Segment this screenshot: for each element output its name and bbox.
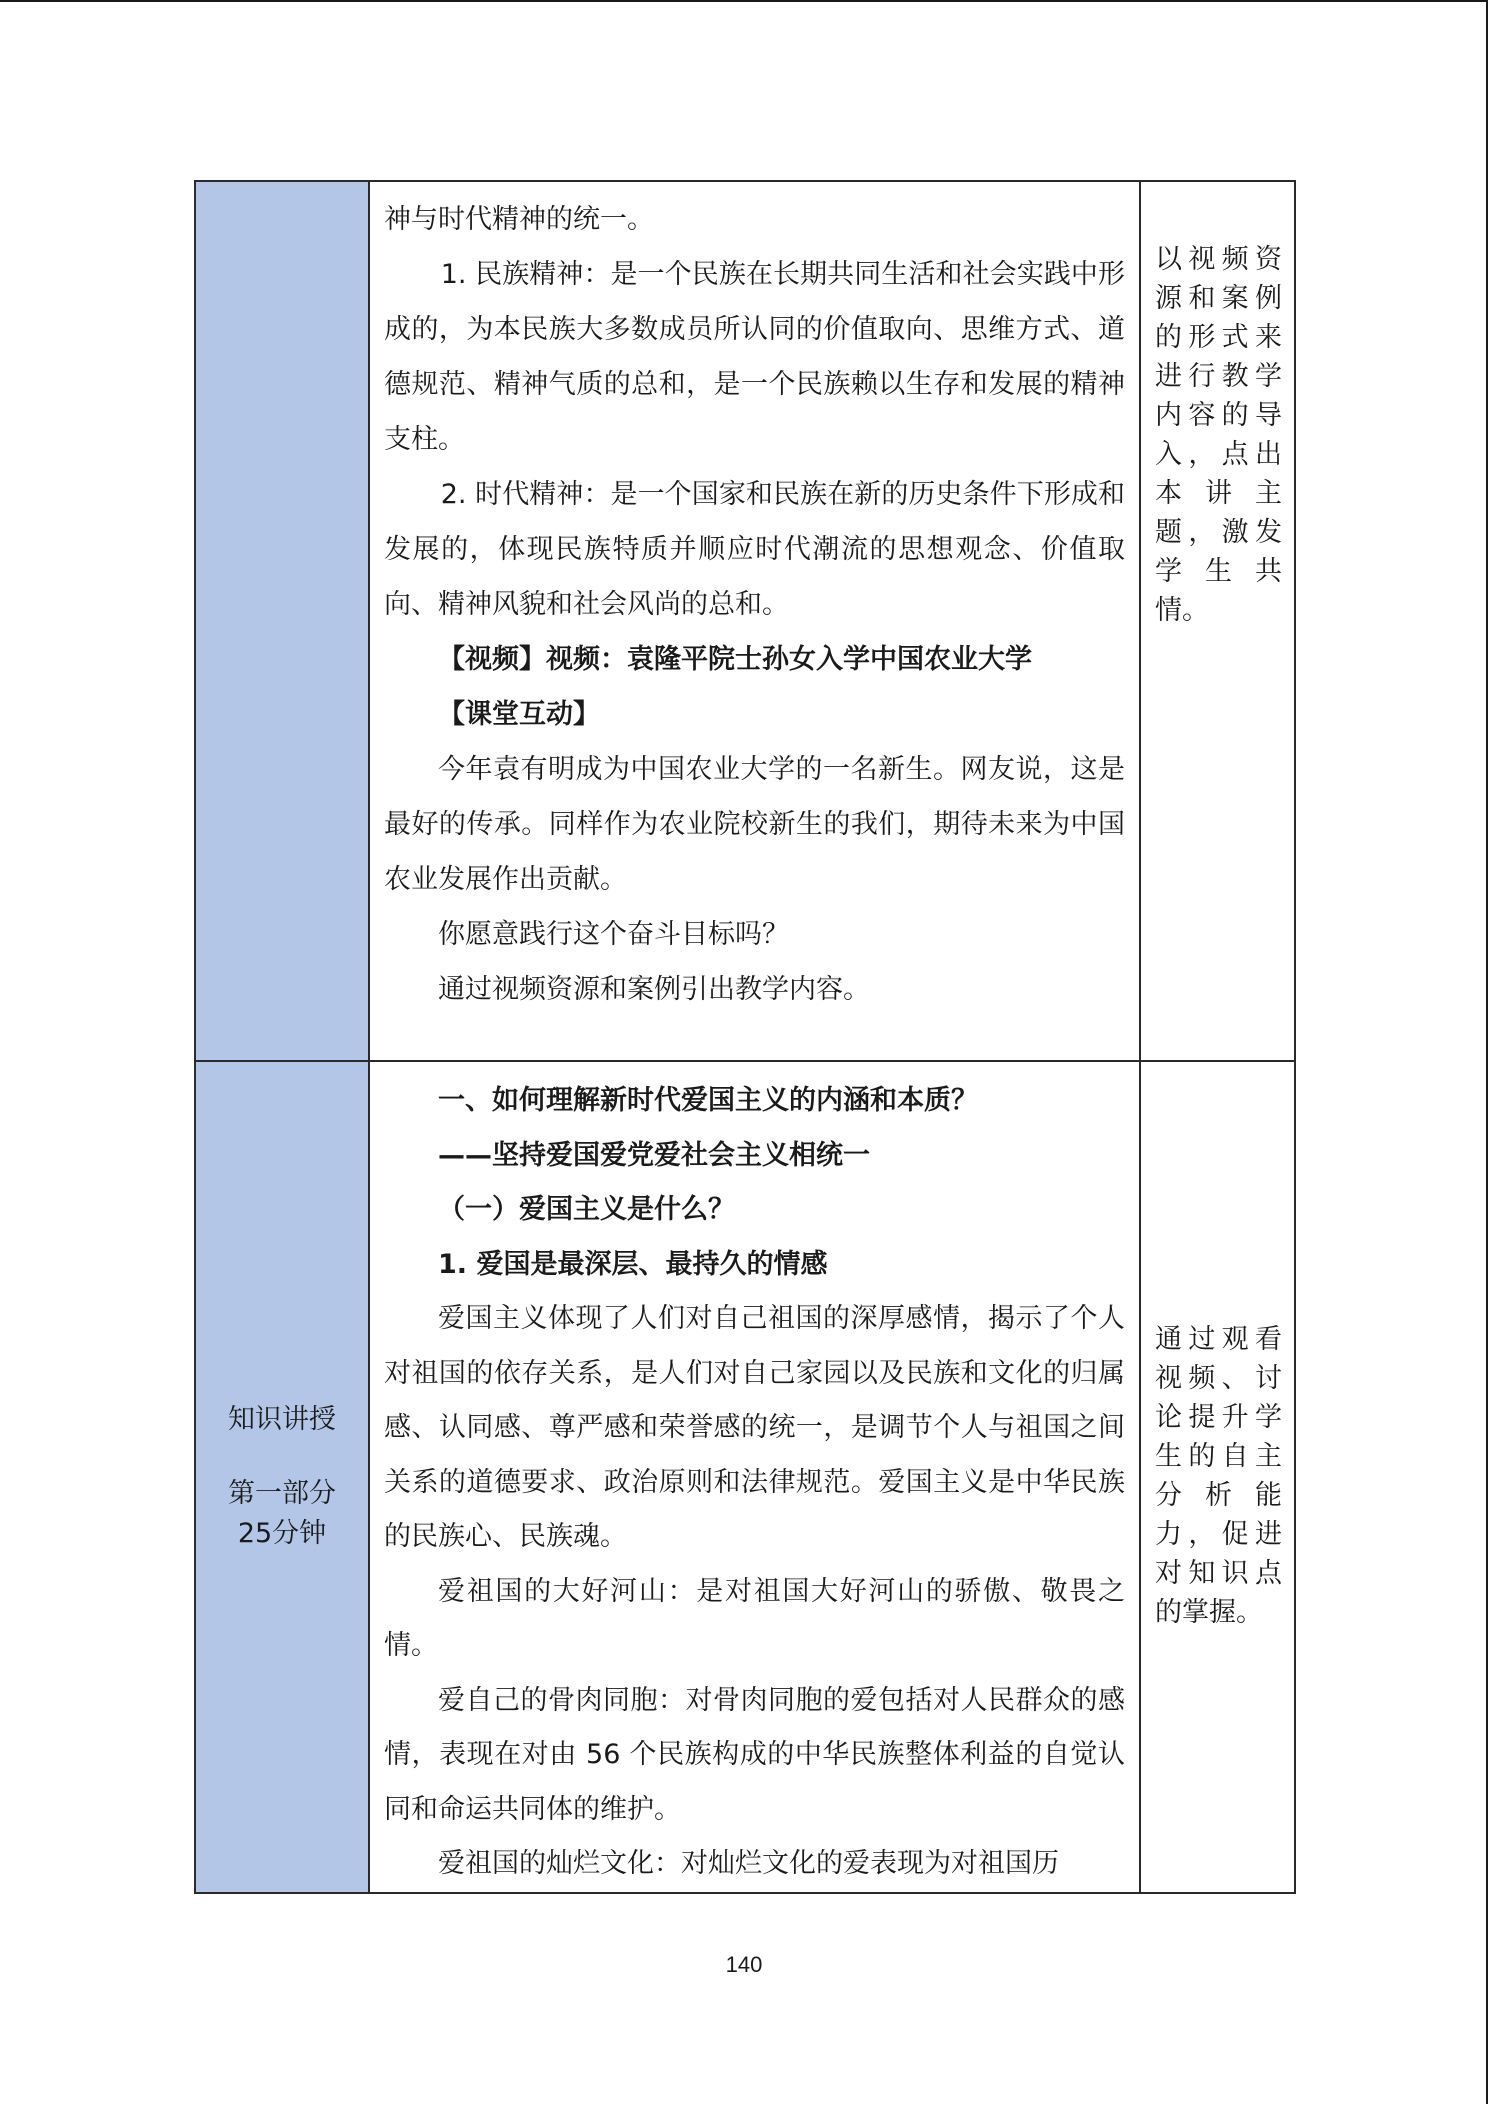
content-paragraph: 爱自己的骨肉同胞：对骨肉同胞的爱包括对人民群众的感情，表现在对由 56 个民族构成的中华民族整体利益的自觉认同和命运共同体的维护。 xyxy=(384,1684,1125,1825)
subsection-heading: （一）爱国主义是什么？ xyxy=(438,1194,735,1225)
content-paragraph: 爱祖国的大好河山：是对祖国大好河山的骄傲、敬畏之情。 xyxy=(384,1575,1125,1661)
design-note-cell xyxy=(1140,181,1295,1061)
stage-part: 第一部分 xyxy=(228,1478,336,1509)
stage-label-cell xyxy=(195,1061,369,1893)
design-note-cell xyxy=(1140,1061,1295,1893)
page-top-rule xyxy=(0,0,1488,2)
table-row-lecture xyxy=(195,1061,1295,1893)
content-paragraph: 爱祖国的灿烂文化：对灿烂文化的爱表现为对祖国历 xyxy=(438,1848,1059,1879)
content-paragraph: 今年袁有明成为中国农业大学的一名新生。网友说，这是最好的传承。同样作为农业院校新生的我们，期待未来为中国农业发展作出贡献。 xyxy=(384,754,1125,895)
section-subheading: ——坚持爱国爱党爱社会主义相统一 xyxy=(438,1139,870,1171)
lesson-plan-table xyxy=(194,180,1296,1894)
stage-duration: 25分钟 xyxy=(237,1518,327,1549)
video-heading: 【视频】视频：袁隆平院士孙女入学中国农业大学 xyxy=(438,644,1032,675)
design-note: 通过观看视频、讨论提升学生的自主分析能力，促进对知识点的掌握。 xyxy=(1155,1324,1282,1628)
interaction-heading: 【课堂互动】 xyxy=(438,699,600,730)
content-paragraph: 2. 时代精神：是一个国家和民族在新的历史条件下形成和发展的，体现民族特质并顺应时代潮流的思想观念、价值取向、精神风貌和社会风尚的总和。 xyxy=(384,479,1125,620)
section-heading: 一、如何理解新时代爱国主义的内涵和本质？ xyxy=(438,1085,978,1116)
point-heading: 1. 爱国是最深层、最持久的情感 xyxy=(438,1248,828,1280)
content-paragraph: 1. 民族精神：是一个民族在长期共同生活和社会实践中形成的，为本民族大多数成员所认同的价值取向、思维方式、道德规范、精神气质的总和，是一个民族赖以生存和发展的精神支柱。 xyxy=(384,259,1125,455)
table-row-intro xyxy=(195,181,1295,1061)
content-cell xyxy=(369,181,1140,1061)
content-cell xyxy=(369,1061,1140,1893)
content-paragraph: 你愿意践行这个奋斗目标吗？ xyxy=(438,919,789,950)
design-note: 以视频资源和案例的形式来进行教学内容的导入，点出本讲主题，激发学生共情。 xyxy=(1155,244,1282,626)
page-number: 140 xyxy=(725,1952,763,1977)
content-paragraph: 神与时代精神的统一。 xyxy=(384,204,654,235)
content-paragraph: 爱国主义体现了人们对自己祖国的深厚感情，揭示了个人对祖国的依存关系，是人们对自己家园以及民族和文化的归属感、认同感、尊严感和荣誉感的统一，是调节个人与祖国之间关系的道德要求、政治原则和法律规范。爱国主义是中华民族的民族心、民族魂。 xyxy=(384,1303,1125,1552)
content-paragraph: 通过视频资源和案例引出教学内容。 xyxy=(438,974,870,1005)
stage-label-cell xyxy=(195,181,369,1061)
stage-title: 知识讲授 xyxy=(228,1404,336,1435)
